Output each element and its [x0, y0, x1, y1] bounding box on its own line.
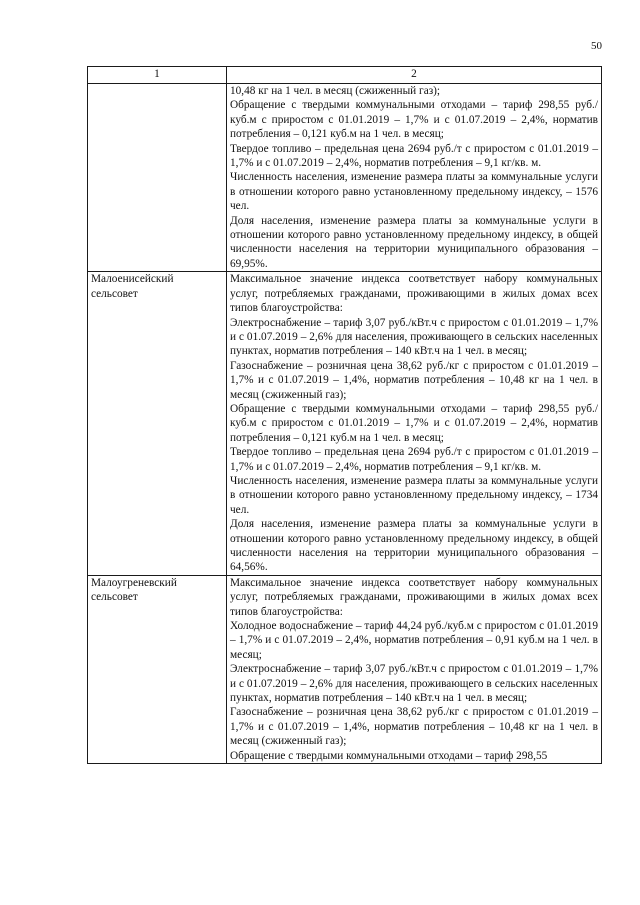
paragraph: Доля населения, изменение размера платы за коммунальные услуги в отношении которого равно установленному предельному индексу, в общей численности населения на территории муниципального образования – 69,95%.	[230, 214, 598, 270]
municipal-index-table	[87, 66, 602, 764]
paragraph: Электроснабжение – тариф 3,07 руб./кВт.ч с приростом с 01.01.2019 – 1,7% и с 01.07.2019 – 2,6% для населения, проживающего в сельских населенных пунктах, норматив потребления – 140 кВт.ч на 1 чел. в месяц;	[230, 316, 598, 358]
paragraph: Обращение с твердыми коммунальными отходами – тариф 298,55 руб./куб.м с приростом с 01.01.2019 – 1,7% и с 01.07.2019 – 2,4%, норматив потребления – 0,121 куб.м на 1 чел. в месяц;	[230, 402, 598, 444]
paragraph: Доля населения, изменение размера платы за коммунальные услуги в отношении которого равно установленному предельному индексу, в общей численности населения на территории муниципального образования – 64,56%.	[230, 518, 598, 574]
paragraph: Твердое топливо – предельная цена 2694 руб./т с приростом с 01.01.2019 – 1,7% и с 01.07.2019 – 2,4%, норматив потребления – 9,1 кг/кв. м.	[230, 446, 598, 473]
paragraph: Численность населения, изменение размера платы за коммунальные услуги в отношении которого равно установленному предельному индексу, – 1576 чел.	[230, 171, 598, 213]
tariff-description-cell	[227, 84, 602, 272]
paragraph: Максимальное значение индекса соответствует набору коммунальных услуг, потребляемых гражданами, проживающими в жилых домах всех типов благоустройства:	[230, 273, 598, 315]
municipality-cell: Малоугреневский сельсовет	[88, 575, 227, 763]
municipality-cell: Малоенисейский сельсовет	[88, 272, 227, 576]
paragraph: Холодное водоснабжение – тариф 44,24 руб./куб.м с приростом с 01.01.2019 – 1,7% и с 01.07.2019 – 2,4%, норматив потребления – 0,91 куб.м на 1 чел. в месяц;	[230, 620, 598, 661]
paragraph: Электроснабжение – тариф 3,07 руб./кВт.ч с приростом с 01.01.2019 – 1,7% и с 01.07.2019 – 2,6% для населения, проживающего в сельских населенных пунктах, норматив потребления – 140 кВт.ч на 1 чел. в месяц;	[230, 663, 598, 705]
table-row	[88, 84, 602, 272]
page-number: 50	[591, 40, 602, 52]
paragraph: Численность населения, изменение размера платы за коммунальные услуги в отношении которого равно установленному предельному индексу, – 1734 чел.	[230, 474, 598, 516]
tariff-description-cell	[227, 272, 602, 576]
municipality-cell	[88, 84, 227, 272]
table-row	[88, 575, 602, 763]
tariff-description-cell	[227, 575, 602, 763]
paragraph: 10,48 кг на 1 чел. в месяц (сжиженный газ);	[230, 85, 441, 97]
paragraph: Обращение с твердыми коммунальными отходами – тариф 298,55 руб./куб.м с приростом с 01.01.2019 – 1,7% и с 01.07.2019 – 2,4%, норматив потребления – 0,121 куб.м на 1 чел. в месяц;	[230, 99, 598, 141]
paragraph: Твердое топливо – предельная цена 2694 руб./т с приростом с 01.01.2019 – 1,7% и с 01.07.2019 – 2,4%, норматив потребления – 9,1 кг/кв. м.	[230, 142, 598, 170]
table-row	[88, 272, 602, 576]
col-header-2: 2	[227, 67, 602, 84]
paragraph: Максимальное значение индекса соответствует набору коммунальных услуг, потребляемых гражданами, проживающими в жилых домах всех типов благоустройства:	[230, 576, 598, 618]
table-header-row	[88, 67, 602, 84]
col-header-1: 1	[88, 67, 227, 84]
paragraph: Газоснабжение – розничная цена 38,62 руб./кг с приростом с 01.01.2019 – 1,7% и с 01.07.2019 – 1,4%, норматив потребления – 10,48 кг на 1 чел. в месяц (сжиженный газ);	[230, 706, 598, 748]
paragraph: Газоснабжение – розничная цена 38,62 руб./кг с приростом с 01.01.2019 – 1,7% и с 01.07.2019 – 1,4%, норматив потребления – 10,48 кг на 1 чел. в месяц (сжиженный газ);	[230, 359, 598, 401]
paragraph: Обращение с твердыми коммунальными отходами – тариф 298,55	[230, 749, 548, 762]
